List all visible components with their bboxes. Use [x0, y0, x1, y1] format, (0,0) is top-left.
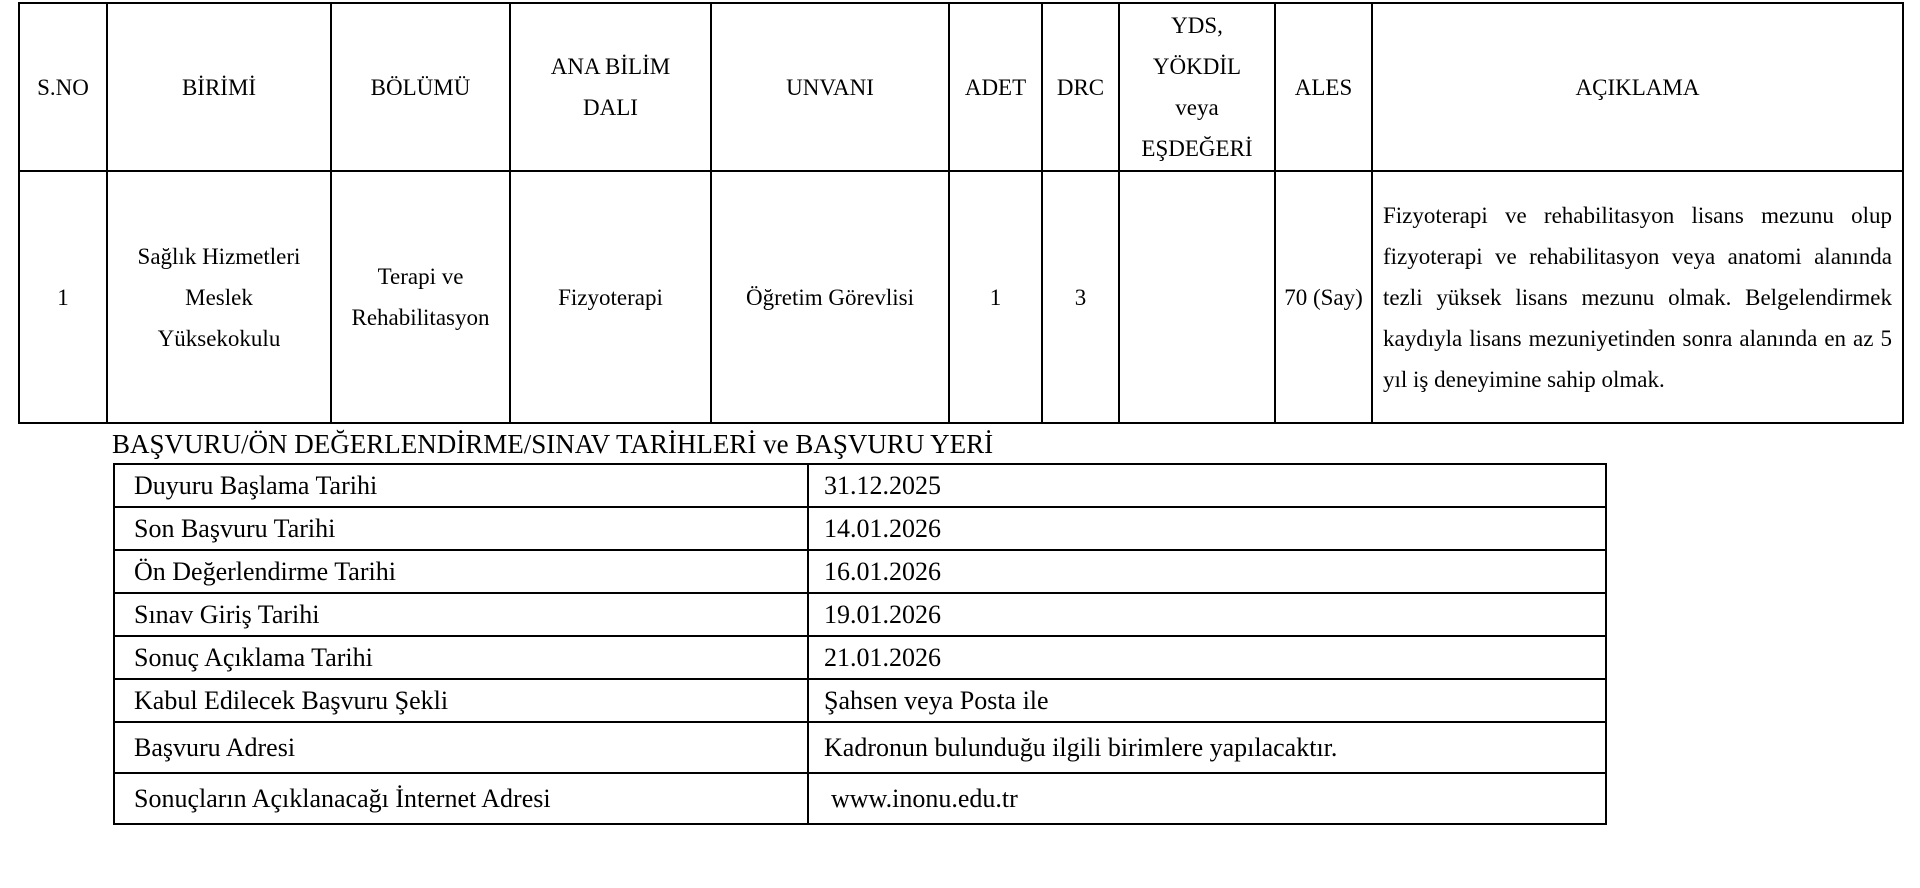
schedule-value: 31.12.2025	[808, 464, 1606, 507]
header-yds-line3: veya	[1175, 95, 1219, 120]
schedule-row	[114, 507, 1606, 550]
header-aciklama: AÇIKLAMA	[1372, 3, 1903, 171]
cell-birimi-line3: Yüksekokulu	[157, 325, 281, 351]
cell-adet: 1	[949, 171, 1042, 423]
schedule-label: Son Başvuru Tarihi	[114, 507, 808, 550]
schedule-row	[114, 679, 1606, 722]
cell-birimi-line2: Meslek	[185, 284, 253, 310]
header-adet: ADET	[949, 3, 1042, 171]
position-table	[18, 2, 1904, 424]
schedule-row	[114, 593, 1606, 636]
header-yds	[1119, 3, 1275, 171]
section-title: BAŞVURU/ÖN DEĞERLENDİRME/SINAV TARİHLERİ ve BAŞVURU YERİ	[112, 429, 994, 459]
cell-bolumu	[331, 171, 510, 423]
header-ales: ALES	[1275, 3, 1372, 171]
cell-unvani: Öğretim Görevlisi	[711, 171, 949, 423]
cell-ales: 70 (Say)	[1275, 171, 1372, 423]
schedule-value: 21.01.2026	[808, 636, 1606, 679]
header-ana-bilim-dali	[510, 3, 711, 171]
cell-bolumu-line1: Terapi ve	[377, 264, 464, 289]
schedule-value: 16.01.2026	[808, 550, 1606, 593]
schedule-row	[114, 722, 1606, 773]
table-header-row	[19, 3, 1903, 171]
header-yds-line1: YDS,	[1171, 13, 1223, 38]
schedule-value: Kadronun bulunduğu ilgili birimlere yapılacaktır.	[808, 722, 1606, 773]
schedule-row	[114, 550, 1606, 593]
schedule-value: www.inonu.edu.tr	[808, 773, 1606, 824]
header-ana-bilim-dali-line2: DALI	[583, 95, 638, 120]
cell-sno: 1	[19, 171, 107, 423]
schedule-label: Sonuç Açıklama Tarihi	[114, 636, 808, 679]
header-birimi: BİRİMİ	[107, 3, 331, 171]
schedule-row	[114, 464, 1606, 507]
schedule-label: Başvuru Adresi	[114, 722, 808, 773]
header-bolumu: BÖLÜMÜ	[331, 3, 510, 171]
schedule-row	[114, 773, 1606, 824]
schedule-table	[113, 463, 1607, 825]
header-sno: S.NO	[19, 3, 107, 171]
schedule-label: Sınav Giriş Tarihi	[114, 593, 808, 636]
header-ana-bilim-dali-line1: ANA BİLİM	[550, 54, 671, 79]
cell-birimi	[107, 171, 331, 423]
cell-drc: 3	[1042, 171, 1119, 423]
cell-aciklama: Fizyoterapi ve rehabilitasyon lisans mezunu olup fizyoterapi ve rehabilitasyon veya anatomi alanında tezli yüksek lisans mezunu olmak. Belgelendirmek kaydıyla lisans mezuniyetinden sonra alanında en az 5 yıl iş deneyimine sahip olmak.	[1372, 171, 1903, 423]
cell-birimi-line1: Sağlık Hizmetleri	[137, 243, 301, 269]
schedule-value: 19.01.2026	[808, 593, 1606, 636]
schedule-row	[114, 636, 1606, 679]
cell-bolumu-line2: Rehabilitasyon	[351, 305, 490, 330]
schedule-value: 14.01.2026	[808, 507, 1606, 550]
schedule-value: Şahsen veya Posta ile	[808, 679, 1606, 722]
header-yds-line4: EŞDEĞERİ	[1141, 136, 1253, 161]
header-yds-line2: YÖKDİL	[1152, 54, 1242, 79]
header-unvani: UNVANI	[711, 3, 949, 171]
cell-yds	[1119, 171, 1275, 423]
schedule-label: Ön Değerlendirme Tarihi	[114, 550, 808, 593]
schedule-label: Sonuçların Açıklanacağı İnternet Adresi	[114, 773, 808, 824]
table-row	[19, 171, 1903, 423]
schedule-label: Duyuru Başlama Tarihi	[114, 464, 808, 507]
schedule-label: Kabul Edilecek Başvuru Şekli	[114, 679, 808, 722]
header-drc: DRC	[1042, 3, 1119, 171]
cell-ana-bilim-dali: Fizyoterapi	[510, 171, 711, 423]
